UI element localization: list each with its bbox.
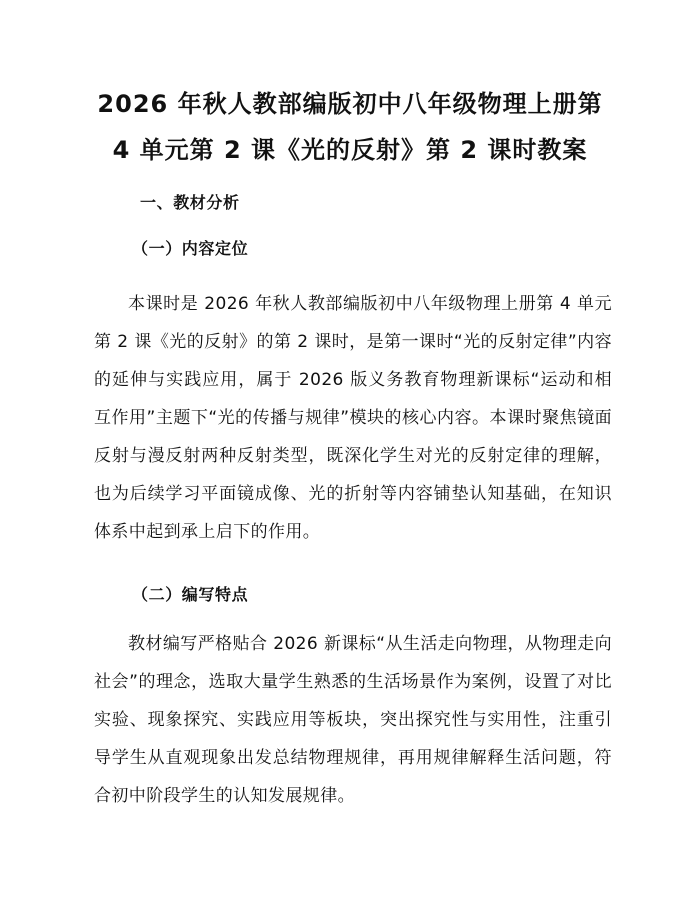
paragraph-content-positioning: 本课时是 2026 年秋人教部编版初中八年级物理上册第 4 单元第 2 课《光的反射》的第 2 课时，是第一课时“光的反射定律”内容的延伸与实践应用，属于 2026 版义务教育物理新课标“运动和相互作用”主题下“光的传播与规律”模块的核心内容。本课时聚焦镜面反射与漫反射两种反射类型，既深化学生对光的反射定律的理解，也为后续学习平面镜成像、光的折射等内容铺垫认知基础，在知识体系中起到承上启下的作用。 — [94, 294, 612, 542]
document-title-line-1: 2026 年秋人教部编版初中八年级物理上册第 — [97, 90, 603, 118]
paragraph-writing-features: 教材编写严格贴合 2026 新课标“从生活走向物理，从物理走向社会”的理念，选取大量学生熟悉的生活场景作为案例，设置了对比实验、现象探究、实践应用等板块，突出探究性与实用性，注重引导学生从直观现象出发总结物理规律，再用规律解释生活问题，符合初中阶段学生的认知发展规律。 — [94, 634, 612, 806]
document-title-line-2: 4 单元第 2 课《光的反射》第 2 课时教案 — [112, 136, 588, 164]
subsection-heading-content-positioning: （一）内容定位 — [132, 239, 249, 258]
section-heading-teaching-material-analysis: 一、教材分析 — [140, 193, 240, 212]
subsection-heading-writing-features: （二）编写特点 — [132, 585, 249, 604]
